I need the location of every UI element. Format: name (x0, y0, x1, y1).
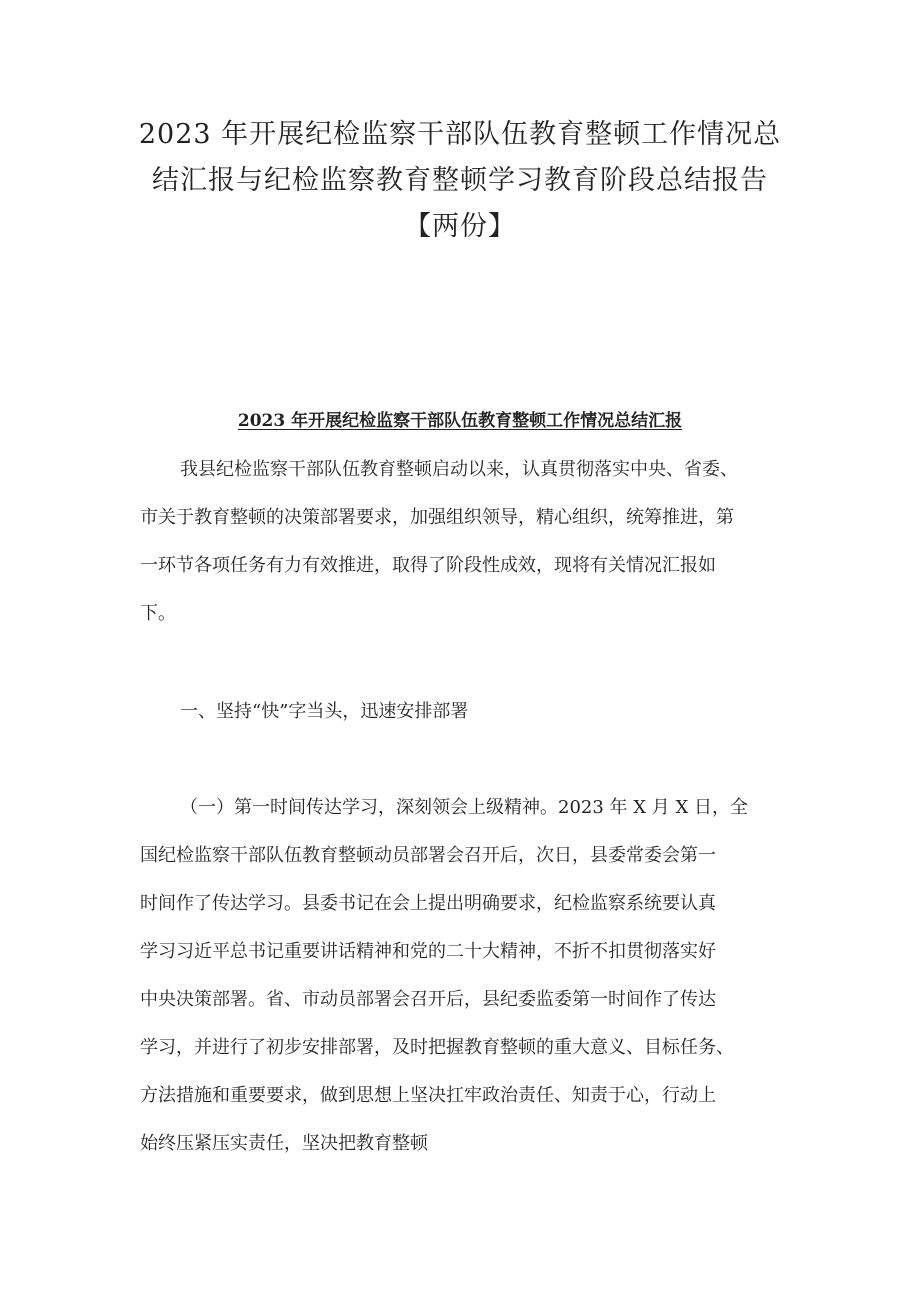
document-title-line-3: 【两份】 (404, 211, 516, 242)
paragraph-1-line-4: 下。 (140, 603, 176, 624)
paragraph-2-line-6: 学习，并进行了初步安排部署，及时把握教育整顿的重大意义、目标任务、 (140, 1037, 734, 1058)
document-title-line-1: 2023 年开展纪检监察干部队伍教育整顿工作情况总 (138, 119, 782, 150)
section-heading-1: 一、坚持“快”字当头，迅速安排部署 (180, 701, 469, 722)
document-title-line-2: 结汇报与纪检监察教育整顿学习教育阶段总结报告 (152, 165, 768, 196)
paragraph-2-line-7: 方法措施和重要要求，做到思想上坚决扛牢政治责任、知责于心，行动上 (140, 1085, 716, 1106)
report-subtitle: 2023 年开展纪检监察干部队伍教育整顿工作情况总结汇报 (237, 411, 683, 431)
paragraph-1-line-3: 一环节各项任务有力有效推进，取得了阶段性成效，现将有关情况汇报如 (140, 555, 716, 576)
paragraph-2-line-1: （一）第一时间传达学习，深刻领会上级精神。2023 年 X 月 X 日，全 (180, 797, 749, 818)
paragraph-2-line-5: 中央决策部署。省、市动员部署会召开后，县纪委监委第一时间作了传达 (140, 989, 716, 1010)
paragraph-1-line-1: 我县纪检监察干部队伍教育整顿启动以来，认真贯彻落实中央、省委、 (180, 459, 738, 480)
paragraph-2-line-4: 学习习近平总书记重要讲话精神和党的二十大精神，不折不扣贯彻落实好 (140, 941, 716, 962)
paragraph-2-line-2: 国纪检监察干部队伍教育整顿动员部署会召开后，次日，县委常委会第一 (140, 845, 716, 866)
paragraph-2-line-3: 时间作了传达学习。县委书记在会上提出明确要求，纪检监察系统要认真 (140, 893, 716, 914)
paragraph-2-line-8: 始终压紧压实责任，坚决把教育整顿 (140, 1133, 428, 1154)
paragraph-1-line-2: 市关于教育整顿的决策部署要求，加强组织领导，精心组织，统筹推进，第 (140, 507, 734, 528)
